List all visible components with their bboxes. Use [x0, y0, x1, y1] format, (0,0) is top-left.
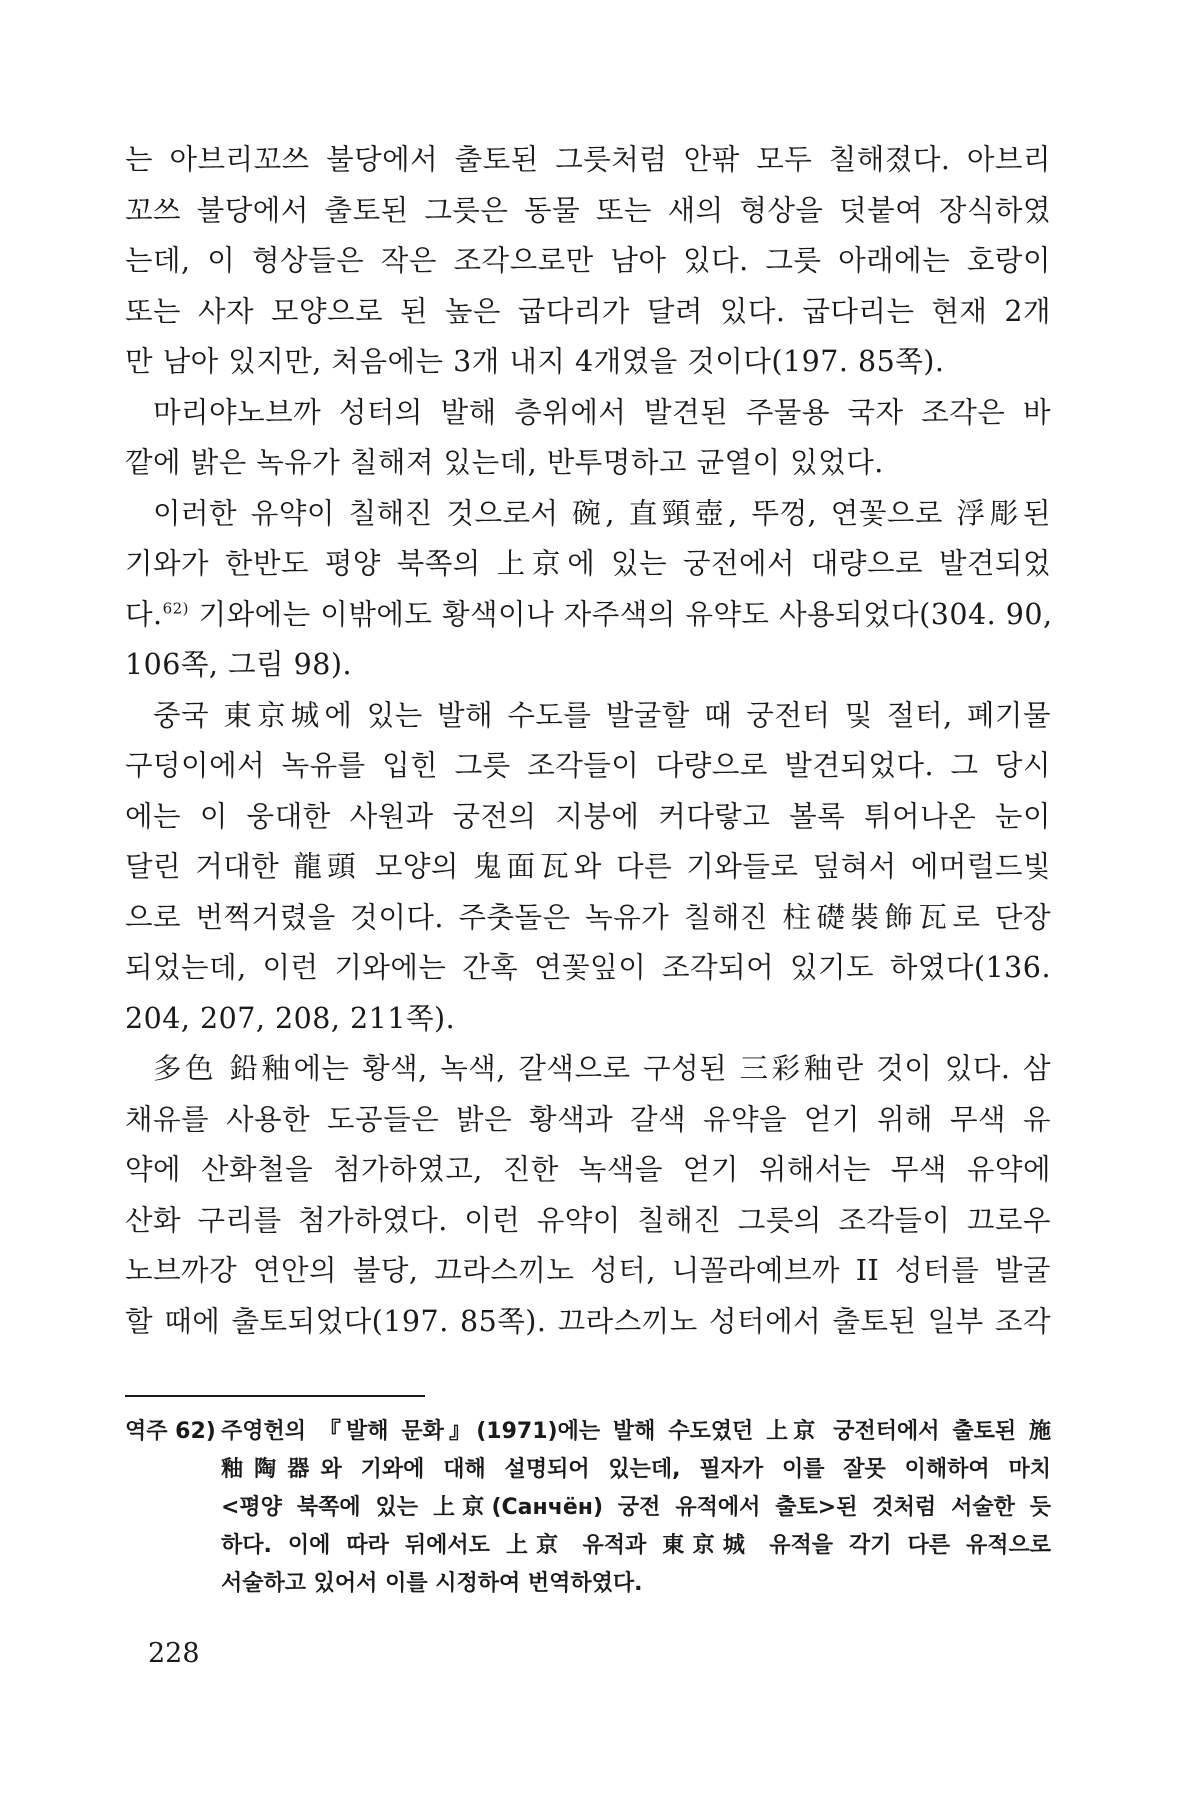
text-line: 할 때에 출토되었다(197. 85쪽). 끄라스끼노 성터에서 출토된 일부 조각 [125, 1304, 1051, 1338]
footnote-line: 하다. 이에 따라 뒤에서도 上京 유적과 東京城 유적을 각기 다른 유적으로 [221, 1533, 1051, 1558]
text-line: 되었는데, 이런 기와에는 간혹 연꽃잎이 조각되어 있기도 하였다(136. [125, 951, 1051, 984]
text-line: 깥에 밝은 녹유가 칠해져 있는데, 반투명하고 균열이 있었다. [125, 446, 884, 479]
text-line: 구덩이에서 녹유를 입힌 그릇 조각들이 다량으로 발견되었다. 그 당시 [125, 749, 1051, 782]
footnote-divider [125, 1395, 425, 1397]
text-line: 多色 鉛釉에는 황색, 녹색, 갈색으로 구성된 三彩釉란 것이 있다. 삼 [153, 1052, 1051, 1085]
text-line: 에는 이 웅대한 사원과 궁전의 지붕에 커다랗고 볼록 튀어나온 눈이 [125, 799, 1051, 833]
text-line: 으로 번쩍거렸을 것이다. 주춧돌은 녹유가 칠해진 柱礎裝飾瓦로 단장 [125, 900, 1051, 934]
footnote [125, 1413, 1051, 1603]
page-number: 228 [148, 1638, 200, 1669]
text-line: 노브까강 연안의 불당, 끄라스끼노 성터, 니꼴라예브까 II 성터를 발굴 [125, 1254, 1051, 1287]
text-line: 만 남아 있지만, 처음에는 3개 내지 4개였을 것이다(197. 85쪽). [125, 345, 945, 378]
footnote-body [221, 1413, 1051, 1603]
text-fragment: 기와에는 이밖에도 황색이나 자주색의 유약도 사용되었다(304. 90, [189, 597, 1053, 631]
text-line: 달린 거대한 龍頭 모양의 鬼面瓦와 다른 기와들로 덮혀서 에머럴드빛 [125, 850, 1051, 883]
footnote-line: 서술하고 있어서 이를 시정하여 번역하였다. [221, 1571, 643, 1596]
footnote-reference[interactable]: 62) [162, 599, 190, 617]
text-fragment: 다. [125, 597, 163, 631]
text-line: 는 아브리꼬쓰 불당에서 출토된 그릇처럼 안팎 모두 칠해졌다. 아브리 [125, 143, 1051, 176]
text-line: 는데, 이 형상들은 작은 조각으로만 남아 있다. 그릇 아래에는 호랑이 [125, 244, 1051, 277]
text-line: 204, 207, 208, 211쪽). [125, 1001, 456, 1035]
footnote-line: <평양 북쪽에 있는 上京(Санчён) 궁전 유적에서 출토>된 것처럼 서술한 듯 [221, 1495, 1051, 1520]
main-text [125, 135, 1051, 1347]
text-line: 약에 산화철을 첨가하였고, 진한 녹색을 얻기 위해서는 무색 유약에 [125, 1153, 1051, 1186]
text-line: 106쪽, 그림 98). [125, 648, 353, 681]
text-line: 꼬쓰 불당에서 출토된 그릇은 동물 또는 새의 형상을 덧붙여 장식하였 [125, 193, 1051, 227]
text-line: 중국 東京城에 있는 발해 수도를 발굴할 때 궁전터 및 절터, 폐기물 [153, 698, 1051, 732]
footnote-line: 釉陶器와 기와에 대해 설명되어 있는데, 필자가 이를 잘못 이해하여 마치 [221, 1457, 1051, 1482]
footnote-line: 주영헌의 『발해 문화』(1971)에는 발해 수도였던 上京 궁전터에서 출토된 施 [221, 1419, 1051, 1444]
footnote-row [125, 1413, 1051, 1603]
text-line-with-footnote-ref [125, 590, 1051, 641]
footnote-label: 역주 62) [125, 1419, 216, 1444]
text-line: 또는 사자 모양으로 된 높은 굽다리가 달려 있다. 굽다리는 현재 2개 [125, 294, 1051, 328]
text-line: 기와가 한반도 평양 북쪽의 上京에 있는 궁전에서 대량으로 발견되었 [125, 547, 1051, 580]
text-line: 마리야노브까 성터의 발해 층위에서 발견된 주물용 국자 조각은 바 [153, 395, 1051, 429]
text-line: 이러한 유약이 칠해진 것으로서 碗, 直頸壺, 뚜껑, 연꽃으로 浮彫된 [153, 496, 1051, 530]
text-line: 채유를 사용한 도공들은 밝은 황색과 갈색 유약을 얻기 위해 무색 유 [125, 1102, 1051, 1136]
text-line: 산화 구리를 첨가하였다. 이런 유약이 칠해진 그릇의 조각들이 끄로우 [125, 1203, 1051, 1237]
